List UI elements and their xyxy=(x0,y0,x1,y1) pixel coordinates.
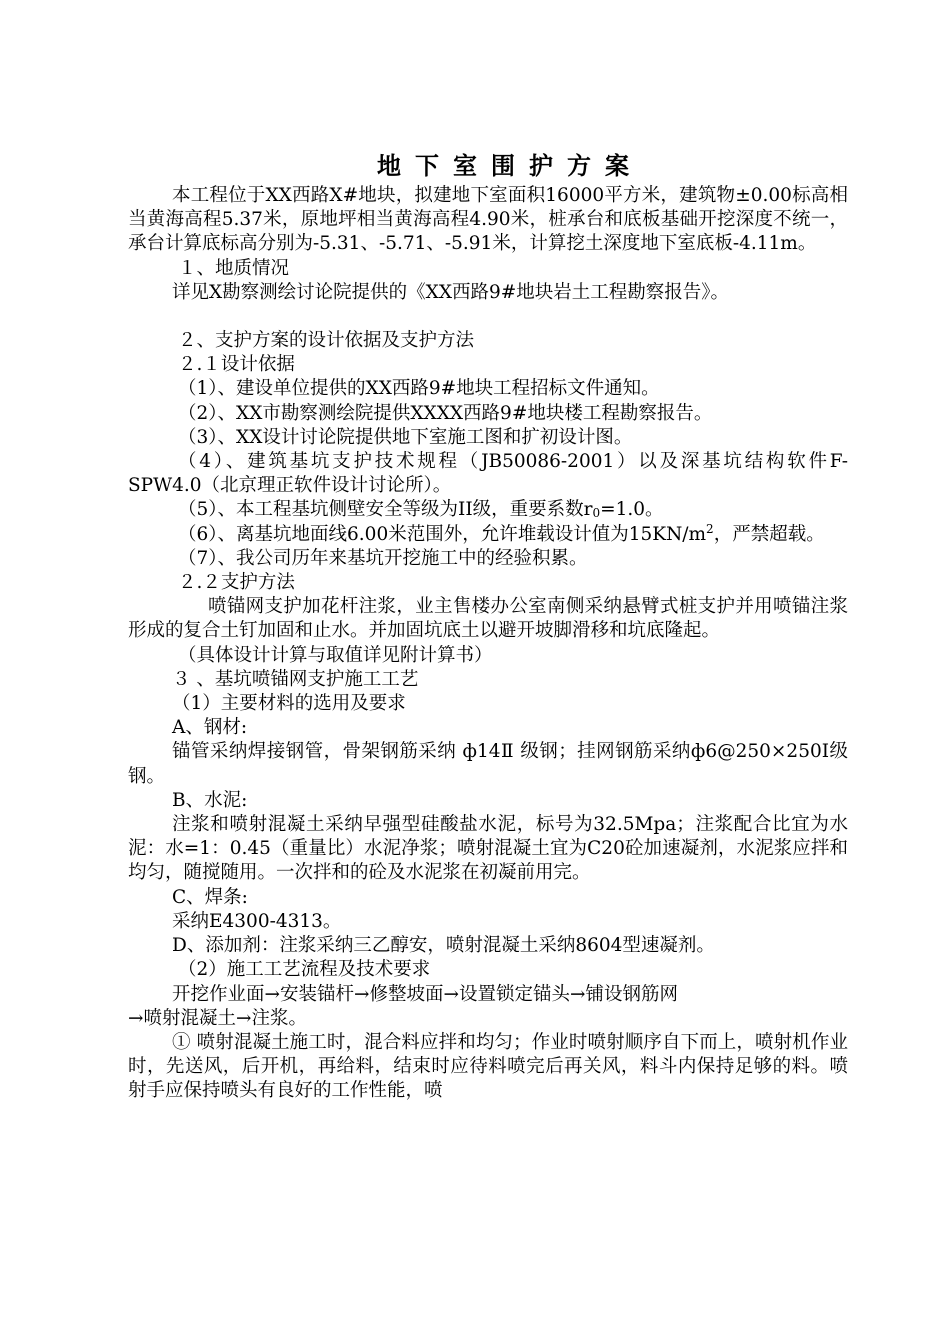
section-2-2-note: （具体设计计算与取值详见附计算书） xyxy=(178,644,493,666)
document-title: 地下室围护方案 xyxy=(377,151,643,180)
material-d-text: D、添加剂：注浆采纳三乙醇安，喷射混凝土采纳8604型速凝剂。 xyxy=(172,935,715,957)
section-3-2-heading: （2）施工工艺流程及技术要求 xyxy=(178,959,431,981)
material-a-heading: A、钢材: xyxy=(172,717,248,739)
step-1-text: ① 喷射混凝土施工时，混合料应拌和均匀；作业时喷射顺序自下而上，喷射机作业时，先送风，后开机，再给料，结束时应待料喷完后再关风，料斗内保持足够的料。喷射手应保持喷头有良好的工作性能，喷 xyxy=(128,1031,848,1102)
section-3-1-heading: （1）主要材料的选用及要求 xyxy=(172,693,406,715)
basis-item-3: （3）、XX设计讨论院提供地下室施工图和扩初设计图。 xyxy=(178,426,633,448)
material-b-heading: B、水泥: xyxy=(172,789,248,811)
material-a-text: 锚管采纳焊接钢管，骨架钢筋采纳 ф14Ⅱ 级钢；挂网钢筋采纳ф6@250×250I级钢。 xyxy=(128,741,848,787)
process-flow-line-2: →喷射混凝土→注浆。 xyxy=(128,1007,308,1029)
basis-item-6-superscript: 2 xyxy=(706,521,714,536)
basis-item-6 xyxy=(128,523,848,547)
basis-item-5-value: =1.0。 xyxy=(600,499,664,521)
basis-item-5-subscript: 0 xyxy=(592,506,601,521)
material-c-text: 采纳E4300-4313。 xyxy=(172,910,342,932)
section-2-2-text: 喷锚网支护加花杆注浆，业主售楼办公室南侧采纳悬臂式桩支护并用喷锚注浆形成的复合土钉加固和止水。并加固坑底土以避开坡脚滑移和坑底隆起。 xyxy=(128,596,848,642)
basis-item-5-text: （5）、本工程基坑侧壁安全等级为II级，重要系数r xyxy=(178,499,593,521)
basis-item-5 xyxy=(128,498,848,522)
basis-item-6-tail: ，严禁超载。 xyxy=(713,523,825,545)
material-c-heading: C、焊条: xyxy=(172,886,248,908)
blank-line xyxy=(128,305,848,329)
section-1-text: 详见X勘察测绘讨论院提供的《XX西路9#地块岩土工程勘察报告》。 xyxy=(172,281,730,303)
section-2-heading: ２、支护方案的设计依据及支护方法 xyxy=(178,330,475,352)
section-3-heading: ３ 、基坑喷锚网支护施工工艺 xyxy=(172,668,419,690)
basis-item-2: （2）、XX市勘察测绘院提供XXXX西路9#地块楼工程勘察报告。 xyxy=(178,402,713,424)
basis-item-6-text: （6）、离基坑地面线6.00米范围外，允许堆载设计值为15KN/m xyxy=(178,523,707,545)
document-body xyxy=(128,184,848,1104)
intro-paragraph: 本工程位于XX西路X#地块，拟建地下室面积16000平方米，建筑物±0.00标高相当黄海高程5.37米，原地坪相当黄海高程4.90米，桩承台和底板基础开挖深度不统一，承台计算底标高分别为-5.31、-5.71、-5.91米，计算挖土深度地下室底板-4.11m。 xyxy=(128,185,848,255)
basis-item-4: （4）、建筑基坑支护技术规程（JB50086-2001）以及深基坑结构软件F-SPW4.0（北京理正软件设计讨论所）。 xyxy=(128,451,848,497)
process-flow-line-1: 开挖作业面→安装锚杆→修整坡面→设置锁定锚头→铺设钢筋网 xyxy=(172,983,679,1005)
material-b-text: 注浆和喷射混凝土采纳早强型硅酸盐水泥，标号为32.5Mpa；注浆配合比宜为水泥：水=1：0.45（重量比）水泥净浆；喷射混凝土宜为C20砼加速凝剂，水泥浆应拌和均匀，随搅随用。一次拌和的砼及水泥浆在初凝前用完。 xyxy=(128,814,848,884)
basis-item-1: （1）、建设单位提供的XX西路9#地块工程招标文件通知。 xyxy=(178,378,660,400)
section-1-heading: １、地质情况 xyxy=(178,257,290,279)
section-2-2-heading: ２.２支护方法 xyxy=(178,572,295,594)
section-2-1-heading: ２.１设计依据 xyxy=(178,354,295,376)
basis-item-7: （7）、我公司历年来基坑开挖施工中的经验积累。 xyxy=(178,547,588,569)
